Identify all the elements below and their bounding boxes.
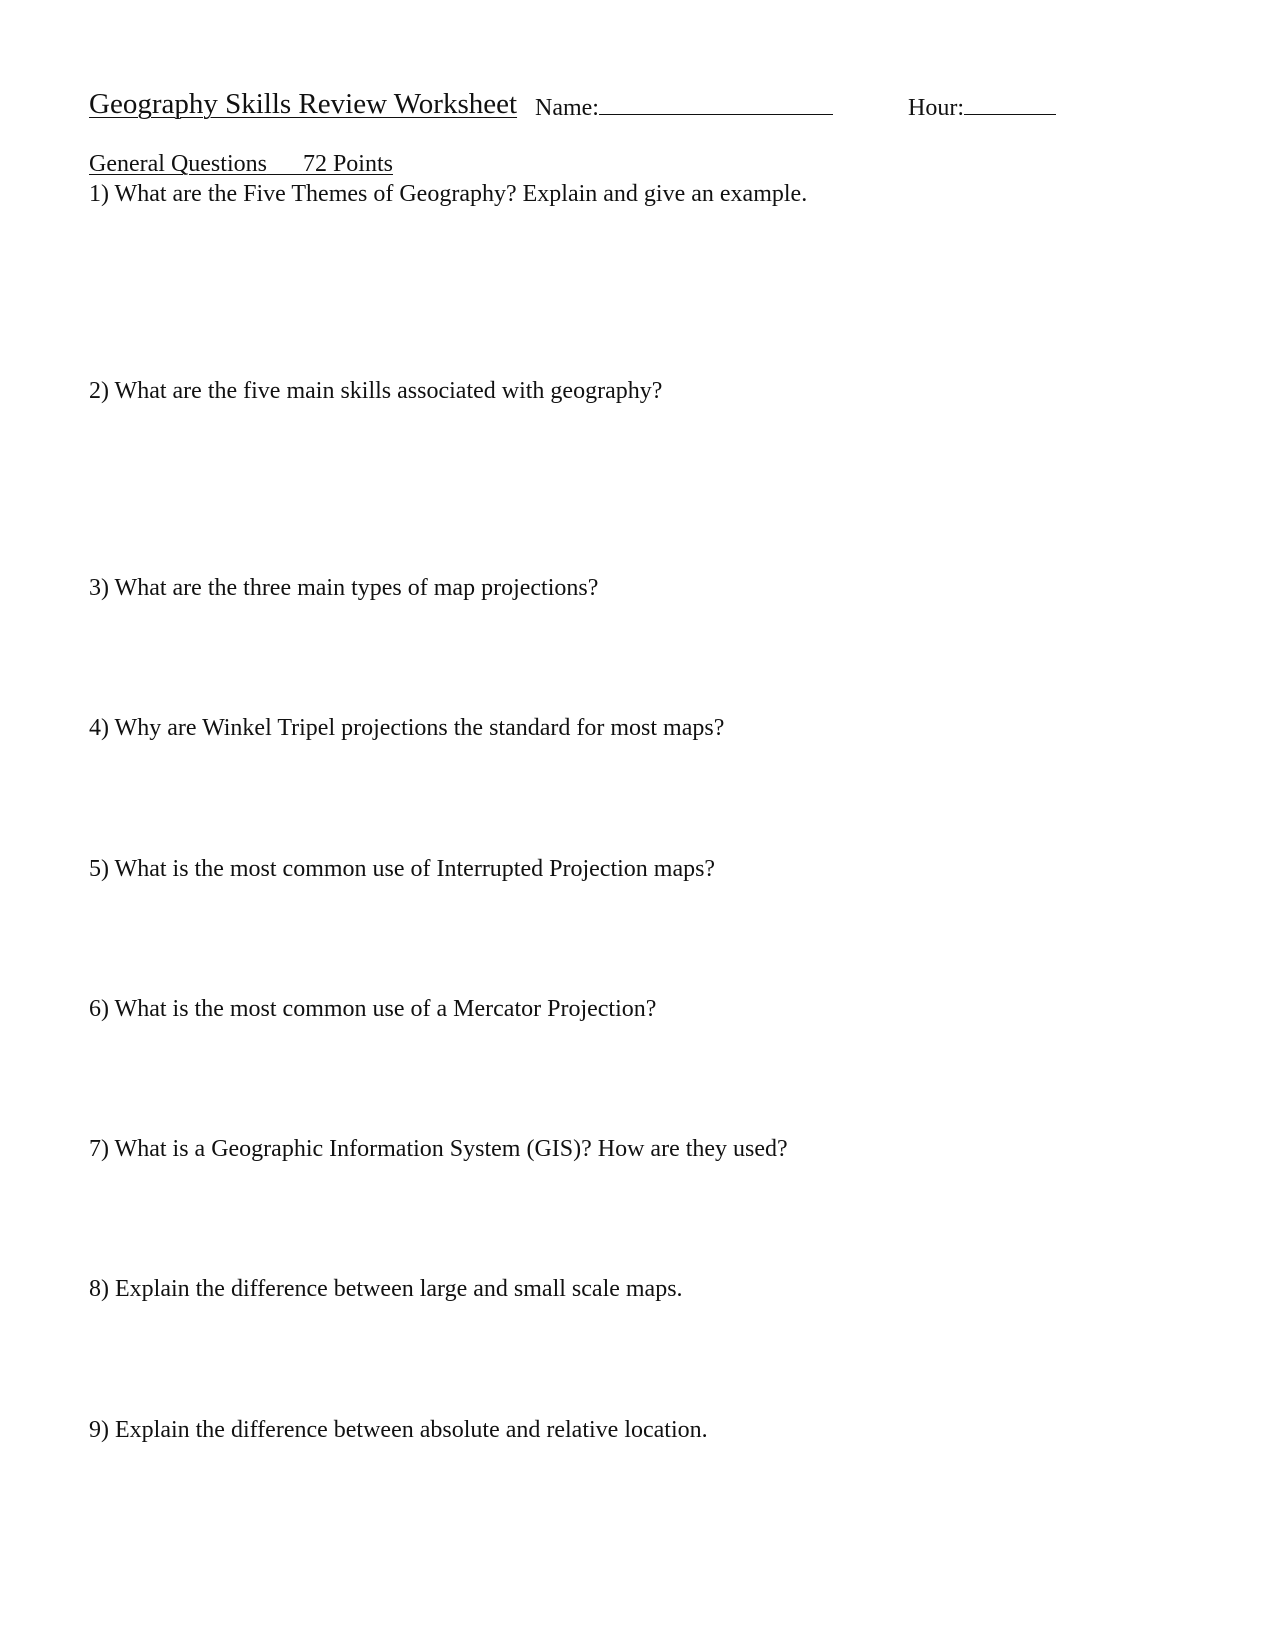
- name-blank-line[interactable]: [599, 92, 833, 115]
- section-header: [89, 151, 393, 178]
- name-label: Name:: [535, 95, 599, 121]
- question-5: 5) What is the most common use of Interrupted Projection maps?: [89, 856, 716, 882]
- question-6: 6) What is the most common use of a Mercator Projection?: [89, 996, 657, 1022]
- hour-label: Hour:: [908, 95, 964, 121]
- question-4: 4) Why are Winkel Tripel projections the standard for most maps?: [89, 715, 725, 741]
- question-3: 3) What are the three main types of map projections?: [89, 575, 599, 601]
- name-field[interactable]: [535, 92, 833, 122]
- hour-field[interactable]: [908, 92, 1056, 122]
- question-8: 8) Explain the difference between large and small scale maps.: [89, 1276, 683, 1302]
- worksheet-title: Geography Skills Review Worksheet: [89, 88, 518, 120]
- question-1: 1) What are the Five Themes of Geography? Explain and give an example.: [89, 181, 808, 207]
- hour-blank-line[interactable]: [964, 92, 1056, 115]
- section-name: General Questions: [89, 151, 267, 177]
- question-9: 9) Explain the difference between absolute and relative location.: [89, 1417, 708, 1443]
- section-points: 72 Points: [302, 151, 393, 177]
- question-2: 2) What are the five main skills associated with geography?: [89, 378, 663, 404]
- question-7: 7) What is a Geographic Information System (GIS)? How are they used?: [89, 1136, 788, 1162]
